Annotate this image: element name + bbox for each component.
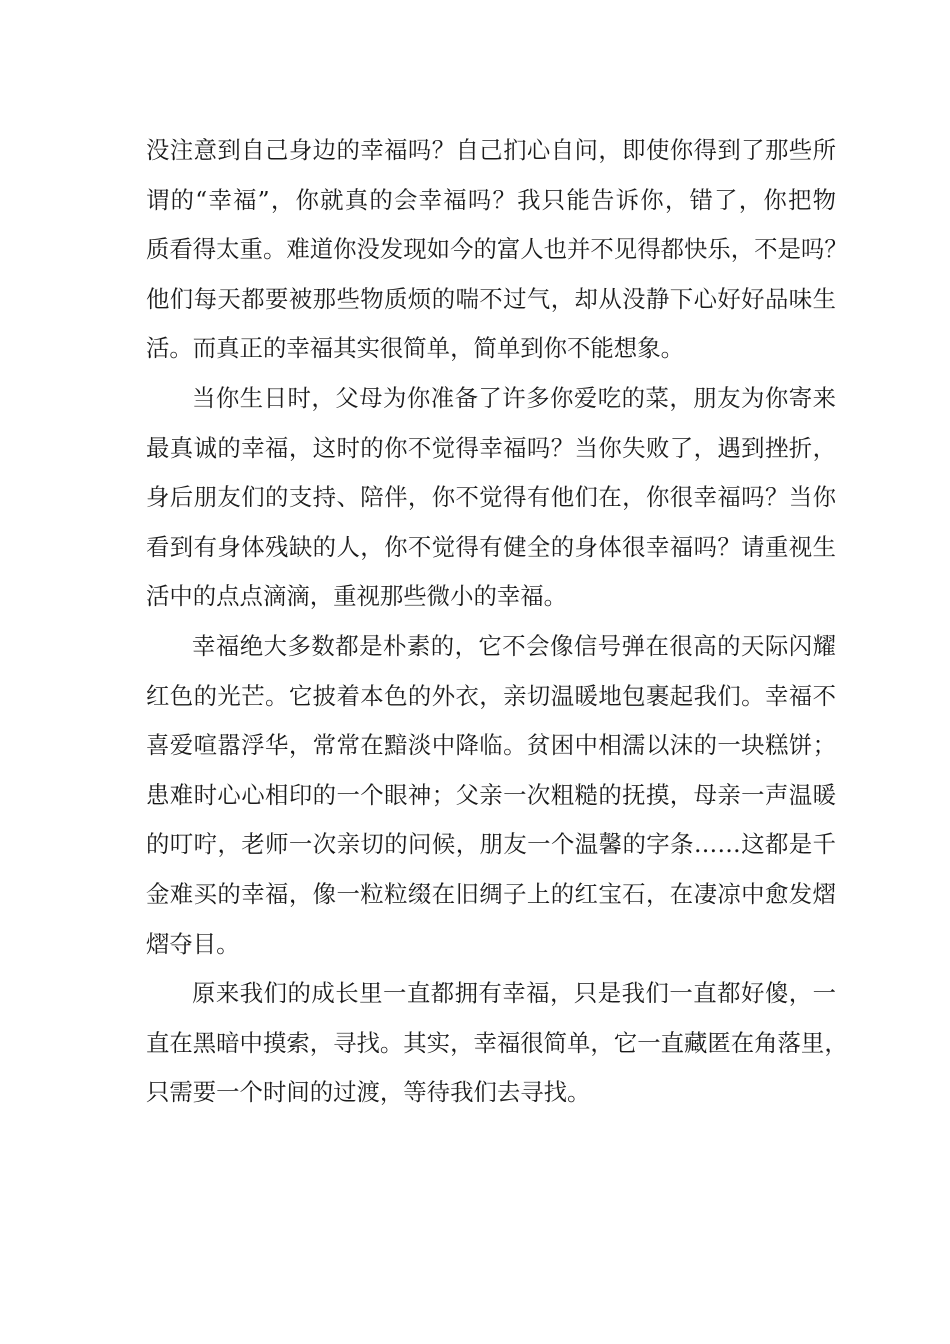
paragraph-3 [146,622,836,969]
text-line: 只需要一个时间的过渡，等待我们去寻找。 [146,1078,591,1107]
text-line: 最真诚的幸福，这时的你不觉得幸福吗？当你失败了，遇到挫折， [146,433,836,462]
text-line: 幸福绝大多数都是朴素的，它不会像信号弹在很高的天际闪耀 [192,631,836,660]
text-line: 熠夺目。 [146,929,240,958]
document-body [146,126,848,1118]
text-line: 患难时心心相印的一个眼神；父亲一次粗糙的抚摸，母亲一声温暖 [146,780,836,809]
paragraph-4 [146,969,848,1118]
text-line: 喜爱喧嚣浮华，常常在黯淡中降临。贫困中相濡以沫的一块糕饼； [146,731,836,760]
text-line: 直在黑暗中摸索，寻找。其实，幸福很简单，它一直藏匿在角落里， [146,1028,848,1057]
text-line: 的叮咛，老师一次亲切的问候，朋友一个温馨的字条……这都是千 [146,830,836,859]
text-line: 质看得太重。难道你没发现如今的富人也并不见得都快乐，不是吗？ [146,235,848,264]
paragraph-1 [146,126,848,374]
text-line: 红色的光芒。它披着本色的外衣，亲切温暖地包裹起我们。幸福不 [146,681,836,710]
text-line: 他们每天都要被那些物质烦的喘不过气，却从没静下心好好品味生 [146,284,836,313]
text-line: 原来我们的成长里一直都拥有幸福，只是我们一直都好傻，一 [192,979,836,1008]
text-line: 看到有身体残缺的人，你不觉得有健全的身体很幸福吗？请重视生 [146,532,836,561]
text-line: 谓的“幸福”，你就真的会幸福吗？我只能告诉你，错了，你把物 [146,185,836,214]
text-line: 活中的点点滴滴，重视那些微小的幸福。 [146,582,568,611]
text-line: 当你生日时，父母为你准备了许多你爱吃的菜，朋友为你寄来 [192,383,836,412]
text-line: 身后朋友们的支持、陪伴，你不觉得有他们在，你很幸福吗？当你 [146,483,836,512]
paragraph-2 [146,374,836,622]
text-line: 金难买的幸福，像一粒粒缀在旧绸子上的红宝石，在凄凉中愈发熠 [146,879,836,908]
text-line: 没注意到自己身边的幸福吗？自己扪心自问，即使你得到了那些所 [146,136,836,164]
text-line: 活。而真正的幸福其实很简单，简单到你不能想象。 [146,334,684,363]
